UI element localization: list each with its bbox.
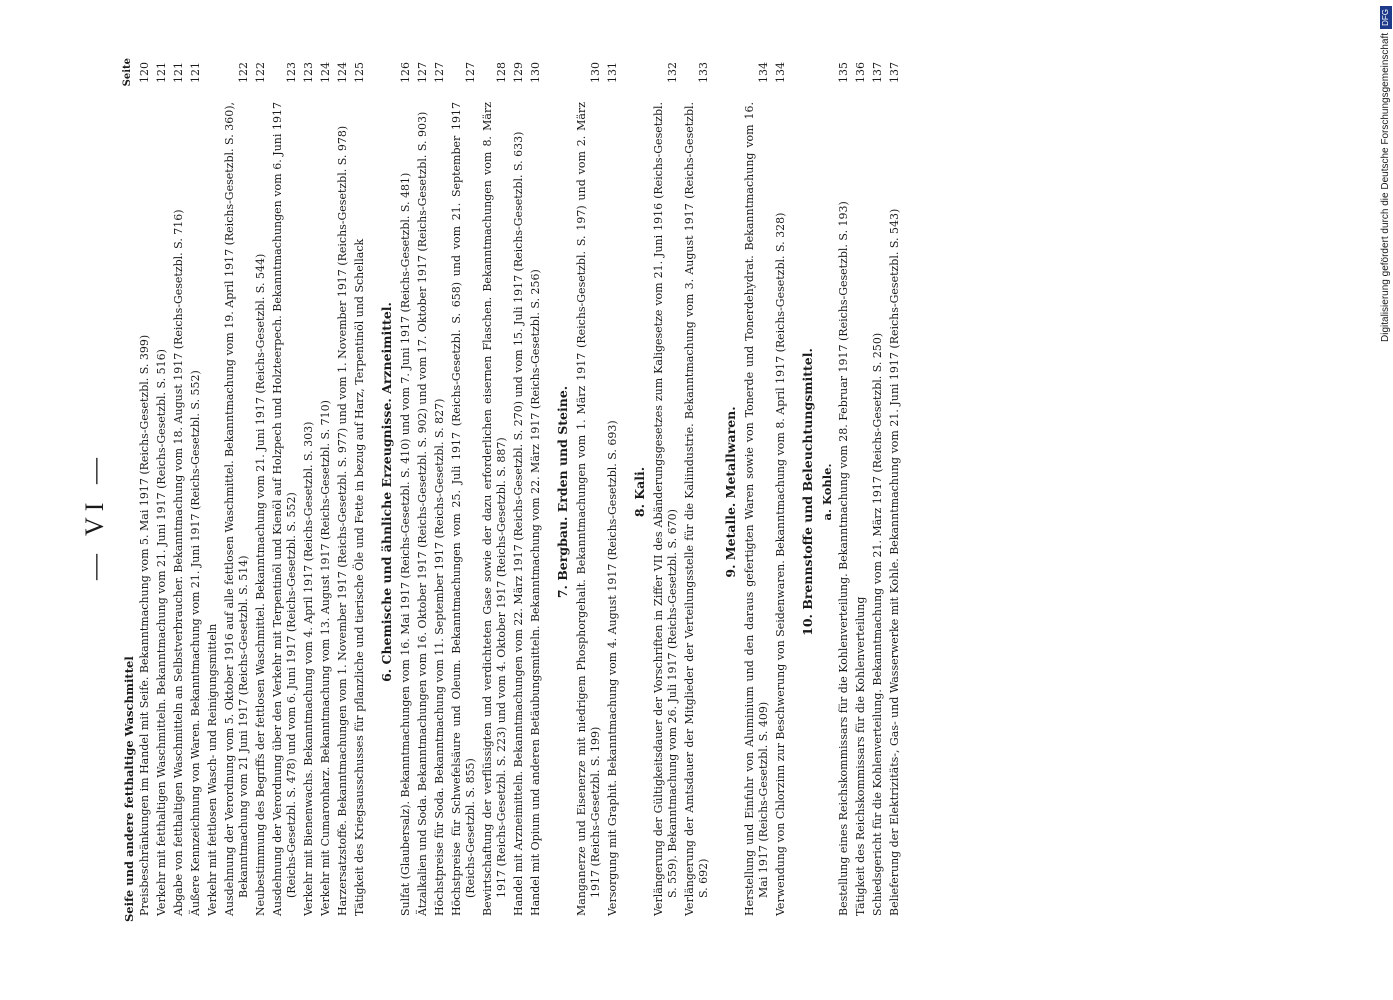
- toc-entry-text: Schiedsgericht für die Kohlenverteilung. Bekanntmachung vom 21. März 1917 (Reichs-Gesetzbl. S. 250): [871, 332, 884, 916]
- toc-entry: [189, 62, 203, 922]
- toc-entry: [433, 62, 447, 922]
- toc-entry-page: 133: [697, 62, 710, 83]
- toc-entry-page: 134: [757, 62, 770, 83]
- toc-entry: [871, 62, 885, 922]
- toc-entry: [271, 62, 299, 922]
- digitization-credit: [1365, 6, 1391, 994]
- toc-entry-text: Verlängerung der Amtsdauer der Mitglieder der Verteilungsstelle für die Kaliindustrie. Bekanntmachung vom 3. August 1917 (Reichs-Gesetzbl. S. 692): [683, 102, 710, 916]
- toc-entry: [683, 62, 711, 922]
- toc-entry-page: 126: [399, 62, 412, 83]
- toc-entry: [399, 62, 413, 922]
- toc-entry-page: 136: [854, 62, 867, 83]
- toc-entry-text: Verkehr mit Bienenwachs. Bekanntmachung vom 4. April 1917 (Reichs-Gesetzbl. S. 303): [302, 421, 315, 916]
- toc-entry: [450, 62, 478, 922]
- toc-entry-page: 137: [871, 62, 884, 83]
- table-of-contents: [120, 62, 905, 922]
- toc-entry-page: 121: [155, 62, 168, 83]
- toc-entry-text: Höchstpreise für Schwefelsäure und Oleum. Bekanntmachungen vom 25. Juli 1917 (Reichs-Gesetzbl. S. 658) und vom 21. September 1917 (Reichs-Gesetzbl. S. 855): [450, 102, 477, 916]
- page-number: — VI —: [80, 452, 109, 580]
- toc-entry-text: Belieferung der Elektrizitäts-, Gas- und Wasserwerke mit Kohle. Bekanntmachung vom 21. Juni 1917 (Reichs-Gesetzbl. S. 543): [888, 208, 901, 916]
- toc-entry: [155, 62, 169, 922]
- credit-text: Digitalisierung gefördert durch die Deutsche Forschungsgemeinschaft: [1380, 32, 1391, 342]
- toc-entry-page: 124: [336, 62, 349, 83]
- toc-entry-text: Ausdehnung der Verordnung vom 5. Oktober 1916 auf alle fettlosen Waschmittel. Bekanntmachung vom 19. April 1917 (Reichs-Gesetzbl. S. 360), Bekanntmachung vom 21 Juni 1917 (Reichs-Gesetzbl. S. 514): [223, 102, 250, 916]
- toc-entry-page: 122: [254, 62, 267, 83]
- toc-entry-text: Neubestimmung des Begriffs der fettlosen Waschmittel. Bekanntmachung vom 21. Juni 1917 (Reichs-Gesetzbl. S. 544): [254, 253, 267, 916]
- toc-entry-text: Preisbeschränkungen im Handel mit Seife. Bekanntmachung vom 5. Mai 1917 (Reichs-Gesetzbl. S. 399): [138, 334, 151, 916]
- toc-entry-page: 121: [189, 62, 202, 83]
- toc-entry: [888, 62, 902, 922]
- toc-entry-text: Verlängerung der Gültigkeitsdauer der Vorschriften in Ziffer VII des Abänderungsgesetzes zum Kaligesetze vom 21. Juni 1916 (Reichs-Gesetzbl. S. 559). Bekanntmachung vom 26. Juli 1917 (Reichs-Gesetzbl. S. 670): [652, 102, 679, 916]
- toc-entry: [575, 62, 603, 922]
- section-heading: 6. Chemische und ähnliche Erzeugnisse. Arzneimittel.: [379, 302, 394, 682]
- toc-entry: [138, 62, 152, 922]
- toc-entry-text: Ausdehnung der Verordnung über den Verkehr mit Terpentinöl und Kienöl auf Holzpech und Holzteerpech. Bekanntmachungen vom 6. Juni 1917 (Reichs-Gesetzbl. S. 478) und vom 6. Juni 1917 (Reichs-Gesetzbl. S. 552): [271, 102, 298, 916]
- toc-entry-text: Abgabe von fetthaltigen Waschmitteln an Selbstverbraucher. Bekanntmachung vom 18. August 1917 (Reichs-Gesetzbl. S. 716): [172, 209, 185, 916]
- toc-entry: [172, 62, 186, 922]
- toc-entry-page: 124: [319, 62, 332, 83]
- toc-entry-text: Äußere Kennzeichnung von Waren. Bekanntmachung vom 21. Juni 1917 (Reichs-Gesetzbl. S. 552): [189, 370, 202, 916]
- toc-entry-page: 130: [529, 62, 542, 83]
- section-heading: 9. Metalle. Metallwaren.: [723, 406, 738, 578]
- toc-entry-text: Handel mit Arzneimitteln. Bekanntmachungen vom 22. März 1917 (Reichs-Gesetzbl. S. 270) und vom 15. Juli 1917 (Reichs-Gesetzbl. S. 633): [512, 131, 525, 916]
- toc-entry-page: 123: [285, 62, 298, 83]
- toc-entry-text: Verwendung von Chlorzinn zur Beschwerung von Seidenwaren. Bekanntmachung vom 8. April 1917 (Reichs-Gesetzbl. S. 328): [774, 212, 787, 916]
- toc-entry-page: 132: [666, 62, 679, 83]
- section-heading: 8. Kali.: [632, 466, 647, 518]
- toc-entry-page: 137: [888, 62, 901, 83]
- page-column-label: Seite: [122, 58, 133, 87]
- toc-entry-text: Sulfat (Glaubersalz). Bekanntmachungen vom 16. Mai 1917 (Reichs-Gesetzbl. S. 410) und vom 7. Juni 1917 (Reichs-Gesetzbl. S. 481): [399, 172, 412, 916]
- toc-entry: [223, 62, 251, 922]
- toc-entry: [854, 62, 868, 922]
- toc-entry: [606, 62, 620, 922]
- toc-entry-page: 125: [353, 62, 366, 83]
- dfg-logo: DFG: [1380, 6, 1392, 29]
- toc-entry-text: Versorgung mit Graphit. Bekanntmachung vom 4. August 1917 (Reichs-Gesetzbl. S. 693): [606, 420, 619, 916]
- toc-entry-text: Harzersatzstoffe. Bekanntmachungen vom 1. November 1917 (Reichs-Gesetzbl. S. 977) und vom 1. November 1917 (Reichs-Gesetzbl. S. 978): [336, 125, 349, 916]
- toc-entry-page: 121: [172, 62, 185, 83]
- toc-entry-text: Ätzalkalien und Soda. Bekanntmachungen vom 16. Oktober 1917 (Reichs-Gesetzbl. S. 902) und vom 17. Oktober 1917 (Reichs-Gesetzbl. S. 903): [416, 111, 429, 916]
- toc-entry: [652, 62, 680, 922]
- toc-entry: [774, 62, 788, 922]
- toc-entry-page: 122: [237, 62, 250, 83]
- toc-entry: [512, 62, 526, 922]
- toc-entry: [319, 62, 333, 922]
- subsection-heading: a. Kohle.: [820, 463, 834, 521]
- toc-entry-page: 120: [138, 62, 151, 83]
- toc-entry-page: 131: [606, 62, 619, 83]
- toc-entry-text: Verkehr mit fettlosen Wasch- und Reinigungsmitteln: [206, 623, 219, 916]
- toc-entry: [416, 62, 430, 922]
- toc-entry-text: Bestellung eines Reichskommissars für die Kohlenverteilung. Bekanntmachung vom 28. Februar 1917 (Reichs-Gesetzbl. S. 193): [837, 201, 850, 916]
- toc-entry: [743, 62, 771, 922]
- toc-entry: [254, 62, 268, 922]
- toc-entry-page: 123: [302, 62, 315, 83]
- toc-entry-page: 129: [512, 62, 525, 83]
- toc-entry: [353, 62, 367, 922]
- toc-entry-page: 127: [464, 62, 477, 83]
- toc-entry: [336, 62, 350, 922]
- toc-entry: [529, 62, 543, 922]
- toc-entry-text: Höchstpreise für Soda. Bekanntmachung vom 11. September 1917 (Reichs-Gesetzbl. S. 827): [433, 398, 446, 916]
- toc-entry-text: Bewirtschaftung der verflüssigten und verdichteten Gase sowie der dazu erforderlichen eisernen Flaschen. Bekanntmachungen vom 8. März 1917 (Reichs-Gesetzbl. S. 223) und vom 4. Oktober 1917 (Reichs-Gesetzbl. S. 887): [481, 102, 508, 916]
- toc-entry-text: Verkehr mit fetthaltigen Waschmitteln. Bekanntmachung vom 21. Juni 1917 (Reichs-Gesetzbl. S. 516): [155, 349, 168, 916]
- toc-entry-page: 128: [495, 62, 508, 83]
- toc-entry-text: Herstellung und Einfuhr von Aluminium und den daraus gefertigten Waren sowie von Tonerde und Tonerdehydrat. Bekanntmachung vom 16. Mai 1917 (Reichs-Gesetzbl. S. 409): [743, 102, 770, 916]
- toc-entry-text: Manganerze und Eisenerze mit niedrigem Phosphorgehalt. Bekanntmachungen vom 1. März 1917 (Reichs-Gesetzbl. S. 197) und vom 2. März 1917 (Reichs-Gesetzbl. S. 199): [575, 102, 602, 916]
- section-heading: 10. Brennstoffe und Beleuchtungsmittel.: [800, 348, 815, 636]
- toc-entry-page: 127: [416, 62, 429, 83]
- group-heading: Seife und andere fetthaltige Waschmittel: [122, 656, 136, 922]
- toc-entry: [206, 62, 220, 922]
- toc-entry-text: Tätigkeit des Kriegsausschusses für pflanzliche und tierische Öle und Fette in bezug auf Harz, Terpentinöl und Schellack: [353, 238, 366, 916]
- toc-entry-text: Handel mit Opium und anderen Betäubungsmitteln. Bekanntmachung vom 22. März 1917 (Reichs-Gesetzbl. S. 256): [529, 269, 542, 916]
- section-heading: 7. Bergbau. Erden und Steine.: [555, 385, 570, 599]
- toc-entry-page: 134: [774, 62, 787, 83]
- toc-entry-page: 135: [837, 62, 850, 83]
- toc-entry-page: 130: [589, 62, 602, 83]
- toc-entry: [837, 62, 851, 922]
- toc-entry: [302, 62, 316, 922]
- toc-entry-text: Verkehr mit Cumaronharz. Bekanntmachung vom 13. August 1917 (Reichs-Gesetzbl. S. 710): [319, 400, 332, 916]
- toc-entry: [481, 62, 509, 922]
- toc-entry-page: 127: [433, 62, 446, 83]
- toc-entry-text: Tätigkeit des Reichskommissars für die Kohlenverteilung: [854, 596, 867, 916]
